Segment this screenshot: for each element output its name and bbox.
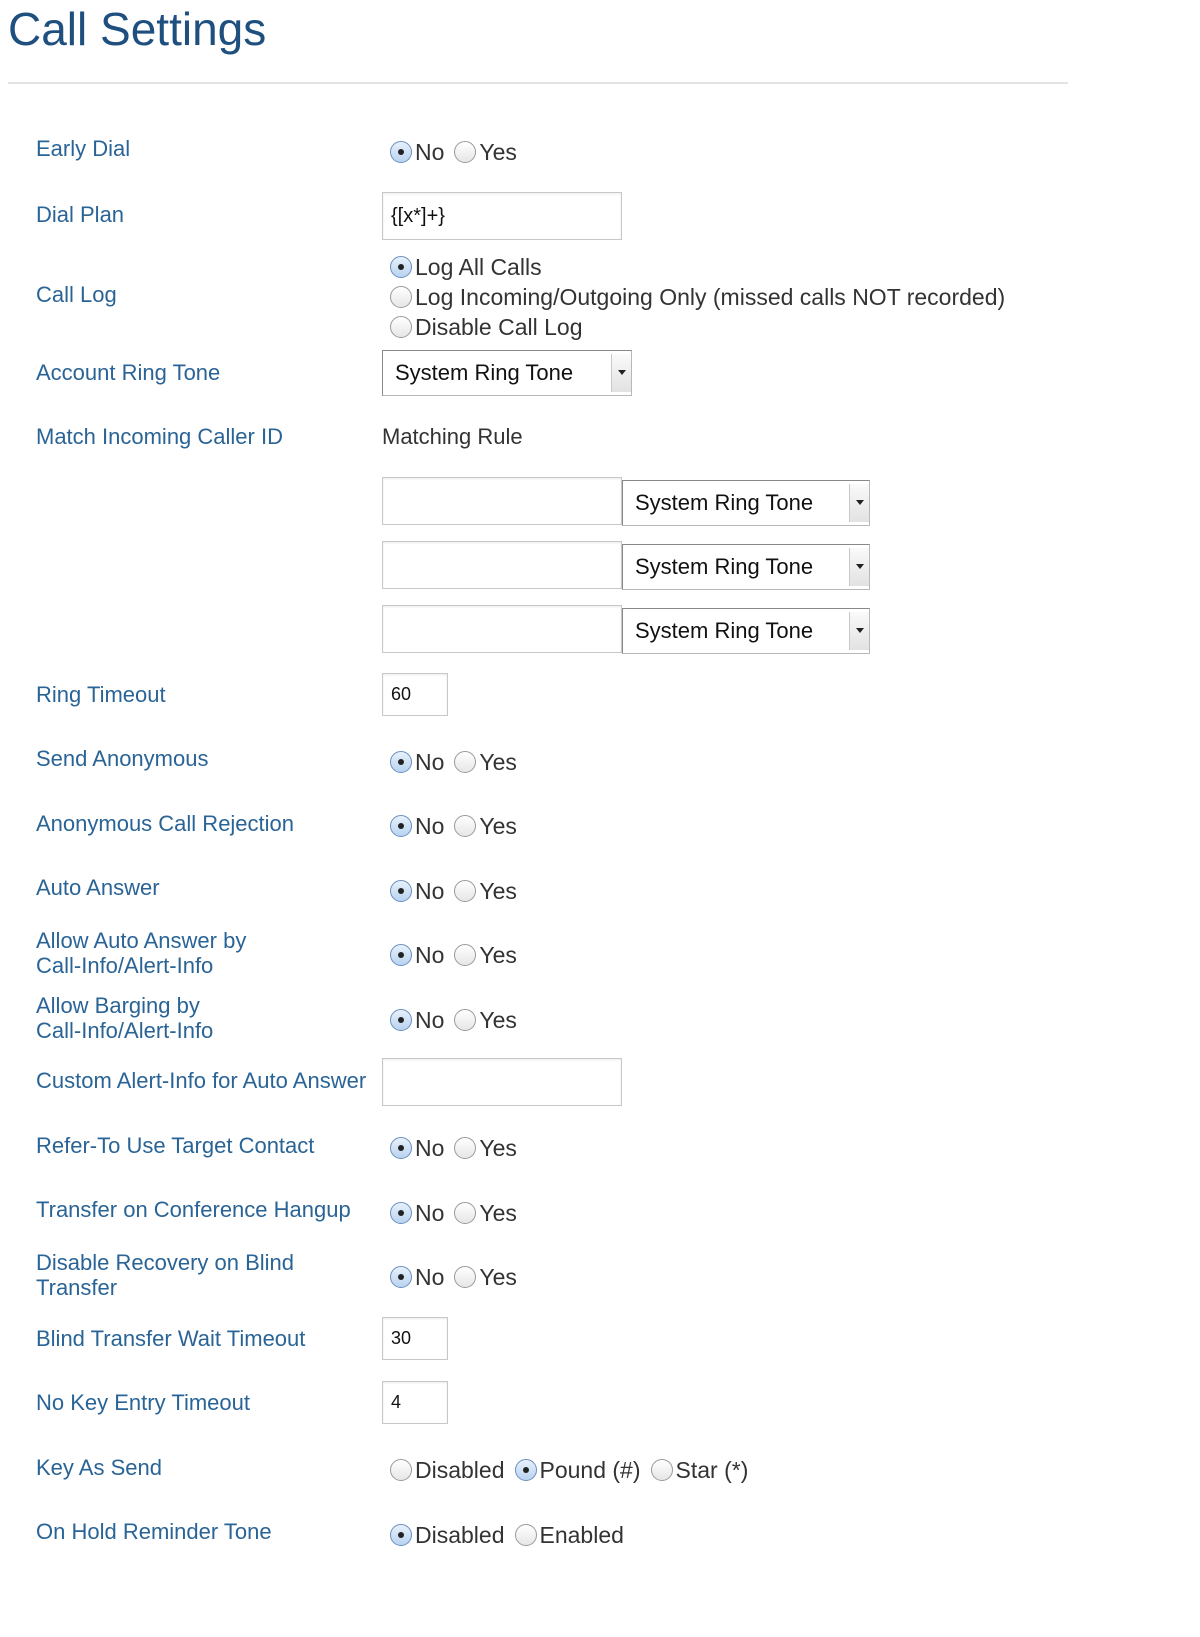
anonymous-call-rejection-label: Anonymous Call Rejection <box>36 811 295 836</box>
early-dial-option-no[interactable] <box>390 137 444 167</box>
allow-barging-option-label: Yes <box>479 1006 517 1033</box>
call-log-option-label: Log All Calls <box>415 253 542 280</box>
on-hold-reminder-tone-option-disabled[interactable] <box>390 1520 505 1550</box>
chevron-down-icon[interactable] <box>849 612 869 650</box>
allow-auto-answer-option-label: Yes <box>479 941 517 968</box>
chevron-down-icon[interactable] <box>849 548 869 586</box>
matching-rule-ring-tone-value-2: System Ring Tone <box>635 554 814 579</box>
matching-rule-ring-tone-select-1[interactable] <box>622 480 870 526</box>
radio-checked-icon[interactable] <box>390 880 412 902</box>
transfer-on-conf-hangup-label: Transfer on Conference Hangup <box>36 1197 351 1222</box>
transfer-on-conf-hangup-radio-group <box>390 1198 527 1228</box>
on-hold-reminder-tone-radio-group <box>390 1520 634 1550</box>
allow-barging-option-label: No <box>415 1006 445 1033</box>
disable-recovery-option-yes[interactable] <box>454 1262 517 1292</box>
send-anonymous-option-label: No <box>415 748 445 775</box>
allow-auto-answer-option-yes[interactable] <box>454 940 517 970</box>
radio-checked-icon[interactable] <box>390 751 412 773</box>
key-as-send-label: Key As Send <box>36 1455 162 1480</box>
transfer-on-conf-hangup-option-label: Yes <box>479 1199 517 1226</box>
matching-rule-input-1[interactable] <box>382 477 622 525</box>
matching-rule-input-3[interactable] <box>382 605 622 653</box>
radio-checked-icon[interactable] <box>390 1009 412 1031</box>
disable-recovery-label <box>36 1250 294 1300</box>
radio-unchecked-icon[interactable] <box>390 286 412 308</box>
on-hold-reminder-tone-label: On Hold Reminder Tone <box>36 1519 272 1544</box>
custom-alert-info-label: Custom Alert-Info for Auto Answer <box>36 1068 367 1093</box>
ring-timeout-label: Ring Timeout <box>36 682 166 707</box>
send-anonymous-label: Send Anonymous <box>36 746 209 771</box>
key-as-send-option-pound[interactable] <box>515 1455 641 1485</box>
radio-unchecked-icon[interactable] <box>454 1266 476 1288</box>
allow-barging-label-line1: Allow Barging by <box>36 993 200 1018</box>
no-key-entry-timeout-input[interactable]: 4 <box>382 1381 448 1424</box>
transfer-on-conf-hangup-option-yes[interactable] <box>454 1198 517 1228</box>
key-as-send-option-label: Pound (#) <box>539 1456 641 1483</box>
transfer-on-conf-hangup-option-label: No <box>415 1199 445 1226</box>
early-dial-option-label: Yes <box>479 138 517 165</box>
no-key-entry-timeout-label: No Key Entry Timeout <box>36 1390 250 1415</box>
auto-answer-option-label: Yes <box>479 877 517 904</box>
radio-unchecked-icon[interactable] <box>515 1524 537 1546</box>
radio-unchecked-icon[interactable] <box>454 815 476 837</box>
send-anonymous-option-label: Yes <box>479 748 517 775</box>
dial-plan-input[interactable]: {[x*]+} <box>382 192 622 240</box>
matching-rule-input-2[interactable] <box>382 541 622 589</box>
send-anonymous-radio-group <box>390 747 527 777</box>
radio-unchecked-icon[interactable] <box>454 141 476 163</box>
match-caller-id-label: Match Incoming Caller ID <box>36 424 283 449</box>
refer-to-target-option-label: No <box>415 1134 445 1161</box>
allow-auto-answer-option-no[interactable] <box>390 940 444 970</box>
key-as-send-option-disabled[interactable] <box>390 1455 505 1485</box>
allow-auto-answer-label <box>36 928 246 978</box>
disable-recovery-option-no[interactable] <box>390 1262 444 1292</box>
anonymous-call-rejection-option-yes[interactable] <box>454 811 517 841</box>
radio-unchecked-icon[interactable] <box>651 1459 673 1481</box>
auto-answer-option-no[interactable] <box>390 876 444 906</box>
account-ring-tone-label: Account Ring Tone <box>36 360 221 385</box>
call-log-radio-group <box>390 252 1015 342</box>
matching-rule-header: Matching Rule <box>382 424 523 449</box>
on-hold-reminder-tone-option-enabled[interactable] <box>515 1520 624 1550</box>
early-dial-option-yes[interactable] <box>454 137 517 167</box>
disable-recovery-option-label: Yes <box>479 1263 517 1290</box>
radio-unchecked-icon[interactable] <box>454 880 476 902</box>
on-hold-reminder-tone-option-label: Disabled <box>415 1521 505 1548</box>
dial-plan-label: Dial Plan <box>36 202 125 227</box>
key-as-send-option-label: Disabled <box>415 1456 505 1483</box>
radio-unchecked-icon[interactable] <box>454 1009 476 1031</box>
early-dial-radio-group <box>390 137 527 167</box>
refer-to-target-radio-group <box>390 1133 527 1163</box>
early-dial-label: Early Dial <box>36 136 131 161</box>
chevron-down-icon[interactable] <box>849 484 869 522</box>
early-dial-option-label: No <box>415 138 445 165</box>
disable-recovery-label-line2: Transfer <box>36 1275 118 1300</box>
radio-checked-icon[interactable] <box>390 815 412 837</box>
radio-unchecked-icon[interactable] <box>390 316 412 338</box>
radio-checked-icon[interactable] <box>390 1266 412 1288</box>
transfer-on-conf-hangup-option-no[interactable] <box>390 1198 444 1228</box>
key-as-send-option-star[interactable] <box>651 1455 749 1485</box>
call-log-option-disable-call-log[interactable] <box>390 312 582 342</box>
radio-checked-icon[interactable] <box>390 141 412 163</box>
radio-checked-icon[interactable] <box>515 1459 537 1481</box>
radio-checked-icon[interactable] <box>390 1202 412 1224</box>
allow-auto-answer-radio-group <box>390 940 527 970</box>
account-ring-tone-value: System Ring Tone <box>395 360 574 385</box>
radio-unchecked-icon[interactable] <box>454 751 476 773</box>
title-divider <box>8 82 1068 84</box>
allow-barging-label <box>36 993 213 1043</box>
refer-to-target-option-label: Yes <box>479 1134 517 1161</box>
allow-auto-answer-option-label: No <box>415 941 445 968</box>
refer-to-target-label: Refer-To Use Target Contact <box>36 1133 315 1158</box>
anonymous-call-rejection-option-label: No <box>415 812 445 839</box>
account-ring-tone-select[interactable] <box>382 350 632 396</box>
key-as-send-option-label: Star (*) <box>675 1456 749 1483</box>
disable-recovery-option-label: No <box>415 1263 445 1290</box>
radio-checked-icon[interactable] <box>390 1137 412 1159</box>
key-as-send-radio-group <box>390 1455 758 1485</box>
call-log-option-label: Log Incoming/Outgoing Only (missed calls NOT recorded) <box>415 283 1006 310</box>
call-log-option-log-all-calls[interactable] <box>390 252 542 282</box>
auto-answer-label: Auto Answer <box>36 875 160 900</box>
auto-answer-option-label: No <box>415 877 445 904</box>
radio-checked-icon[interactable] <box>390 1524 412 1546</box>
radio-unchecked-icon[interactable] <box>454 944 476 966</box>
matching-rule-ring-tone-select-2[interactable] <box>622 544 870 590</box>
call-log-option-label: Disable Call Log <box>415 313 583 340</box>
ring-timeout-input[interactable]: 60 <box>382 673 448 716</box>
anonymous-call-rejection-option-no[interactable] <box>390 811 444 841</box>
radio-unchecked-icon[interactable] <box>454 1202 476 1224</box>
blind-transfer-wait-timeout-input[interactable]: 30 <box>382 1317 448 1360</box>
disable-recovery-radio-group <box>390 1262 527 1292</box>
allow-auto-answer-label-line2: Call-Info/Alert-Info <box>36 953 214 978</box>
matching-rule-ring-tone-select-3[interactable] <box>622 608 870 654</box>
call-log-label: Call Log <box>36 282 117 307</box>
auto-answer-option-yes[interactable] <box>454 876 517 906</box>
radio-unchecked-icon[interactable] <box>390 1459 412 1481</box>
on-hold-reminder-tone-option-label: Enabled <box>539 1521 624 1548</box>
send-anonymous-option-yes[interactable] <box>454 747 517 777</box>
allow-barging-label-line2: Call-Info/Alert-Info <box>36 1018 214 1043</box>
auto-answer-radio-group <box>390 876 527 906</box>
anonymous-call-rejection-option-label: Yes <box>479 812 517 839</box>
anonymous-call-rejection-radio-group <box>390 811 527 841</box>
allow-barging-option-no[interactable] <box>390 1005 444 1035</box>
matching-rule-ring-tone-value-3: System Ring Tone <box>635 618 814 643</box>
radio-checked-icon[interactable] <box>390 944 412 966</box>
custom-alert-info-input[interactable] <box>382 1058 622 1106</box>
refer-to-target-option-yes[interactable] <box>454 1133 517 1163</box>
radio-checked-icon[interactable] <box>390 256 412 278</box>
disable-recovery-label-line1: Disable Recovery on Blind <box>36 1250 295 1275</box>
radio-unchecked-icon[interactable] <box>454 1137 476 1159</box>
refer-to-target-option-no[interactable] <box>390 1133 444 1163</box>
allow-barging-radio-group <box>390 1005 527 1035</box>
chevron-down-icon[interactable] <box>611 354 631 392</box>
send-anonymous-option-no[interactable] <box>390 747 444 777</box>
page-title: Call Settings <box>8 3 267 55</box>
blind-transfer-wait-timeout-label: Blind Transfer Wait Timeout <box>36 1326 306 1351</box>
matching-rule-ring-tone-value-1: System Ring Tone <box>635 490 814 515</box>
call-log-option-log-incoming-outgoing-only-missed-calls-not-recorded[interactable] <box>390 282 1005 312</box>
allow-barging-option-yes[interactable] <box>454 1005 517 1035</box>
allow-auto-answer-label-line1: Allow Auto Answer by <box>36 928 247 953</box>
